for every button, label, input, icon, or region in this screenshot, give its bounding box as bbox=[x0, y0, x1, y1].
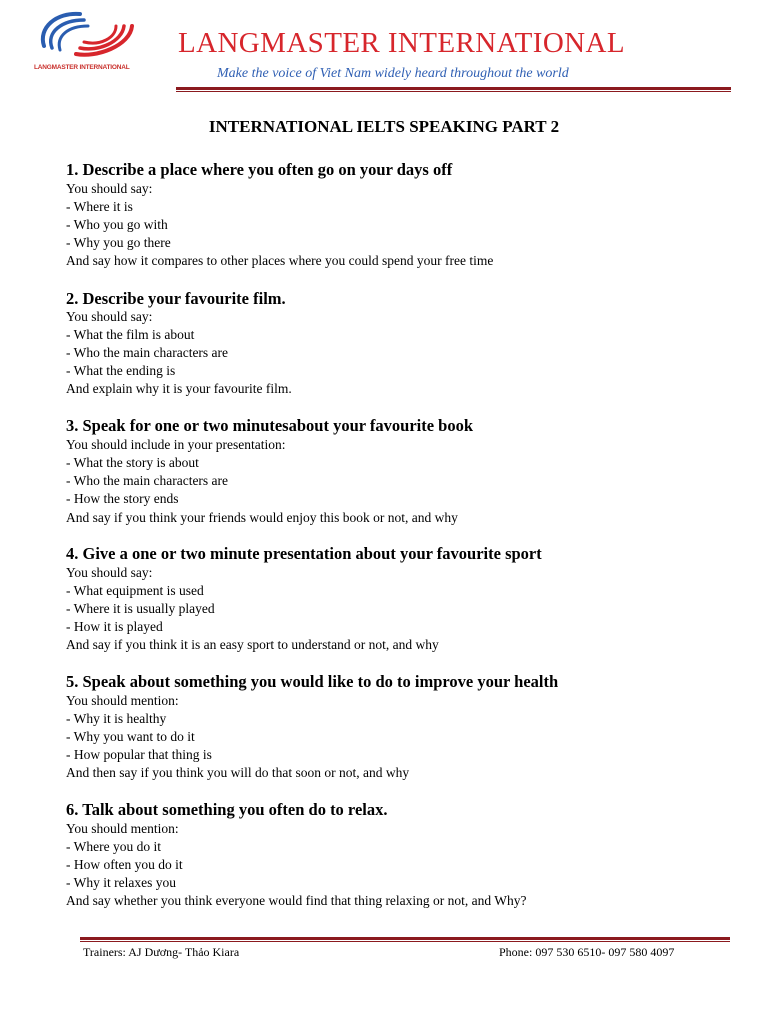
question-heading: 5. Speak about something you would like to do to improve your health bbox=[66, 672, 559, 691]
question-line: And say how it compares to other places where you could spend your free time bbox=[66, 253, 494, 268]
question-line: - What equipment is used bbox=[66, 583, 204, 598]
question-heading: 3. Speak for one or two minutesabout your favourite book bbox=[66, 416, 474, 435]
question-line: You should mention: bbox=[66, 821, 179, 836]
question-line: - Why it is healthy bbox=[66, 711, 167, 726]
footer-trainers: Trainers: AJ Dương- Thảo Kiara bbox=[83, 945, 240, 959]
question-line: - Who the main characters are bbox=[66, 345, 229, 360]
question-line: - Why you want to do it bbox=[66, 729, 195, 744]
question-line: And then say if you think you will do that soon or not, and why bbox=[66, 765, 410, 780]
question-line: You should say: bbox=[66, 565, 153, 580]
brand-slogan: Make the voice of Viet Nam widely heard throughout the world bbox=[217, 66, 569, 81]
question-heading: 4. Give a one or two minute presentation about your favourite sport bbox=[66, 544, 542, 563]
question-line: - How the story ends bbox=[66, 491, 179, 506]
question-line: And say if you think your friends would enjoy this book or not, and why bbox=[66, 510, 458, 525]
question-line: - Why it relaxes you bbox=[66, 875, 176, 890]
question-line: - How popular that thing is bbox=[66, 747, 212, 762]
question-line: - Who the main characters are bbox=[66, 473, 229, 488]
question-line: And explain why it is your favourite film. bbox=[66, 381, 292, 396]
question-line: - What the film is about bbox=[66, 327, 195, 342]
question-line: - Where it is bbox=[66, 199, 133, 214]
question-heading: 1. Describe a place where you often go on your days off bbox=[66, 160, 453, 179]
brand-title: LANGMASTER INTERNATIONAL bbox=[178, 27, 625, 59]
question-line: - How often you do it bbox=[66, 857, 183, 872]
langmaster-logo bbox=[34, 6, 142, 66]
question-heading: 6. Talk about something you often do to relax. bbox=[66, 800, 388, 819]
question-line: - Where you do it bbox=[66, 839, 161, 854]
header-rule-thick bbox=[176, 87, 731, 90]
question-line: You should say: bbox=[66, 309, 153, 324]
question-line: You should say: bbox=[66, 181, 153, 196]
question-line: - How it is played bbox=[66, 619, 163, 634]
question-line: And say whether you think everyone would find that thing relaxing or not, and Why? bbox=[66, 893, 527, 908]
footer-rule-thin bbox=[80, 941, 730, 942]
question-line: And say if you think it is an easy sport to understand or not, and why bbox=[66, 637, 439, 652]
question-line: You should mention: bbox=[66, 693, 179, 708]
document-title: INTERNATIONAL IELTS SPEAKING PART 2 bbox=[208, 117, 560, 136]
question-line: - Where it is usually played bbox=[66, 601, 215, 616]
question-line: - What the story is about bbox=[66, 455, 199, 470]
question-line: - Why you go there bbox=[66, 235, 171, 250]
question-line: - What the ending is bbox=[66, 363, 176, 378]
question-line: You should include in your presentation: bbox=[66, 437, 286, 452]
logo-caption: LANGMASTER INTERNATIONAL bbox=[34, 64, 130, 71]
question-heading: 2. Describe your favourite film. bbox=[66, 289, 286, 308]
langmaster-logo-icon bbox=[34, 6, 142, 66]
footer-rule-thick bbox=[80, 937, 730, 940]
footer-phone: Phone: 097 530 6510- 097 580 4097 bbox=[499, 945, 675, 959]
header-rule-thin bbox=[176, 91, 731, 92]
question-line: - Who you go with bbox=[66, 217, 168, 232]
